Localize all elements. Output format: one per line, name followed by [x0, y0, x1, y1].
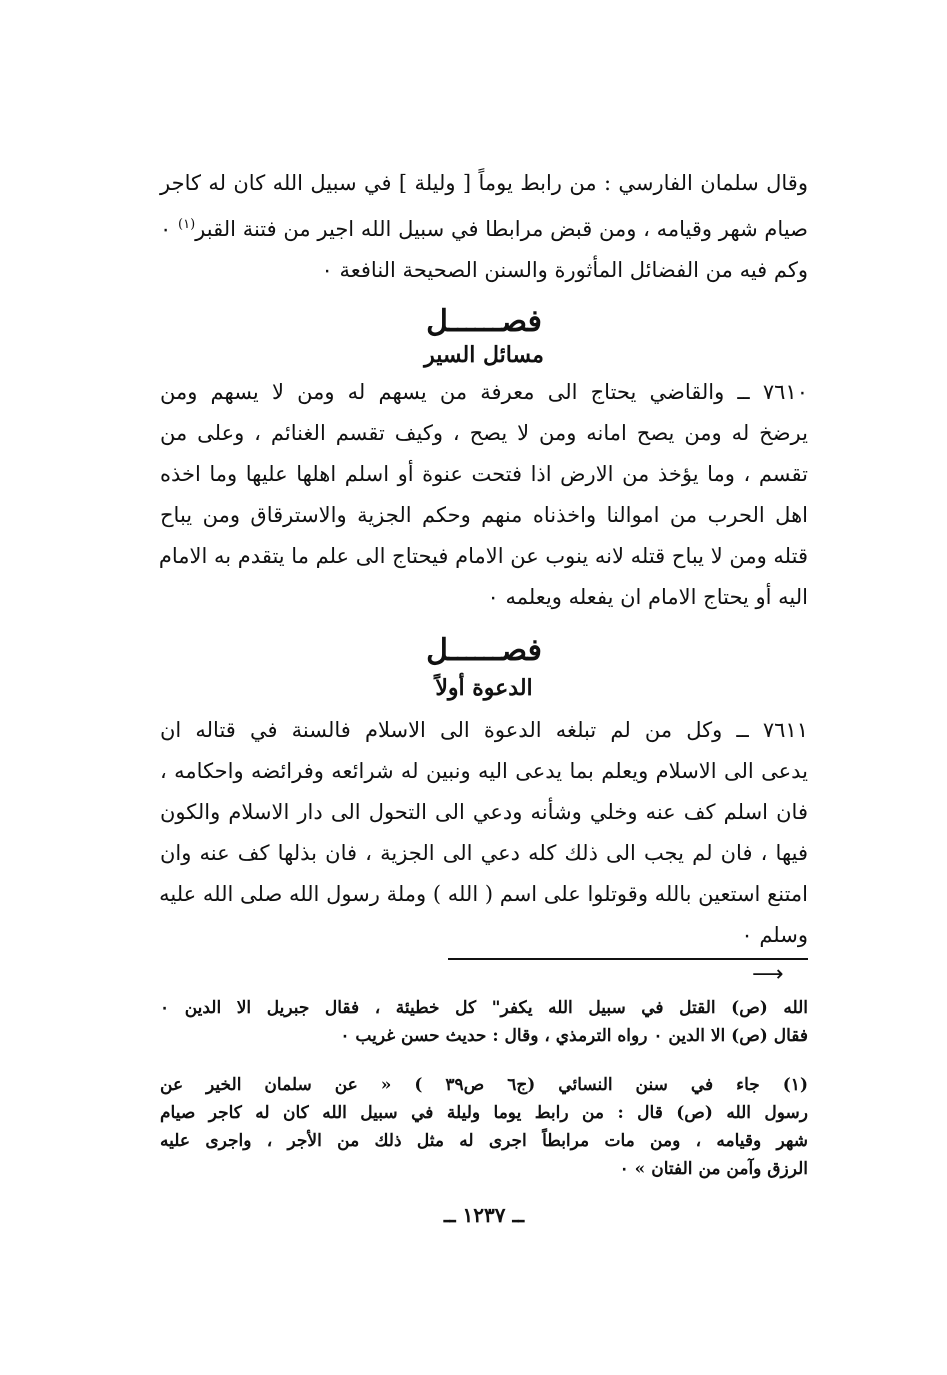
footnote-line: رسول الله (ص) قال : من رابط يوما وليلة في سبيل الله كان له كاجر صيام: [160, 1103, 808, 1123]
text-line: فيها ، فان لم يجب الى ذلك كله دعي الى الجزية ، فان بذلها كف عنه وان: [160, 841, 808, 865]
text-line: فان اسلم كف عنه وخلي وشأنه ودعي الى التحول الى دار الاسلام والكون: [160, 800, 808, 824]
text-line: وسلم ٠: [741, 923, 808, 947]
section-title: فصــــــل: [426, 633, 542, 668]
text-line: ٧٦١٠ ــ والقاضي يحتاج الى معرفة من يسهم له ومن لا يسهم ومن: [160, 380, 808, 404]
footnote-line: الرزق وآمن من الفتان » ٠: [619, 1159, 808, 1179]
continuation-arrow-icon: ⟶: [752, 962, 784, 987]
text-line: وكم فيه من الفضائل المأثورة والسنن الصحيحة النافعة ٠: [321, 258, 808, 282]
footnote-ref: (١): [178, 217, 196, 232]
page-number: ــ ١٢٣٧ ــ: [443, 1203, 525, 1227]
section2-paragraph: [160, 710, 808, 956]
text-line: وقال سلمان الفارسي : من رابط يوماً [ وليلة ] في سبيل الله كان له كاجر: [160, 171, 808, 195]
text-line: قتله ومن لا يباح قتله لانه ينوب عن الامام فيحتاج الى علم ما يتقدم به الامام: [158, 544, 808, 568]
footnote-1: [160, 1071, 808, 1183]
footnote-continued: [160, 994, 808, 1050]
section1-paragraph: [160, 372, 808, 618]
text-line: يدعى الى الاسلام ويعلم بما يدعى اليه ونبين له شرائعه وفرائضه واحكامه ،: [160, 759, 808, 783]
text-line: امتنع استعين بالله وقوتلوا على اسم ( الله ) وملة رسول الله صلى الله عليه: [159, 882, 808, 906]
text-line: يرضخ له ومن يصح امانه ومن لا يصح ، وكيف تقسم الغنائم ، وعلى من: [160, 421, 808, 445]
footnote-separator: [448, 958, 808, 960]
intro-paragraph: [160, 163, 808, 291]
text-line: اليه أو يحتاج الامام ان يفعله ويعلمه ٠: [487, 585, 808, 609]
section-subtitle: مسائل السير: [424, 342, 544, 368]
text-line: صيام شهر وقيامه ، ومن قبض مرابطا في سبيل الله اجير من فتنة القبر$^{(١)}$ ٠: [160, 217, 808, 241]
text-line: ٧٦١١ ــ وكل من لم تبلغه الدعوة الى الاسلام فالسنة في قتاله ان: [160, 718, 808, 742]
footnote-line: فقال (ص) الا الدين ٠ رواه الترمذي ، وقال : حديث حسن غريب ٠: [340, 1026, 808, 1046]
section-title: فصــــــل: [426, 304, 542, 339]
footnote-line: (١) جاء في سنن النسائي (ج٦ ص٣٩ ) « عن سلمان الخير عن: [160, 1075, 808, 1095]
footnote-line: شهر وقيامه ، ومن مات مرابطاً اجرى له مثل ذلك من الأجر ، واجرى عليه: [160, 1131, 808, 1151]
section-subtitle: الدعوة أولاً: [435, 675, 533, 701]
text-line: اهل الحرب من اموالنا واخذناه منهم وحكم الجزية والاسترقاق ومن يباح: [160, 503, 808, 527]
text-line: تقسم ، وما يؤخذ من الارض اذا فتحت عنوة أو اسلم اهلها عليها وما اخذه: [160, 462, 808, 486]
footnote-line: الله (ص) القتل في سبيل الله يكفر" كل خطيئة ، فقال جبريل الا الدين ٠: [160, 998, 808, 1018]
